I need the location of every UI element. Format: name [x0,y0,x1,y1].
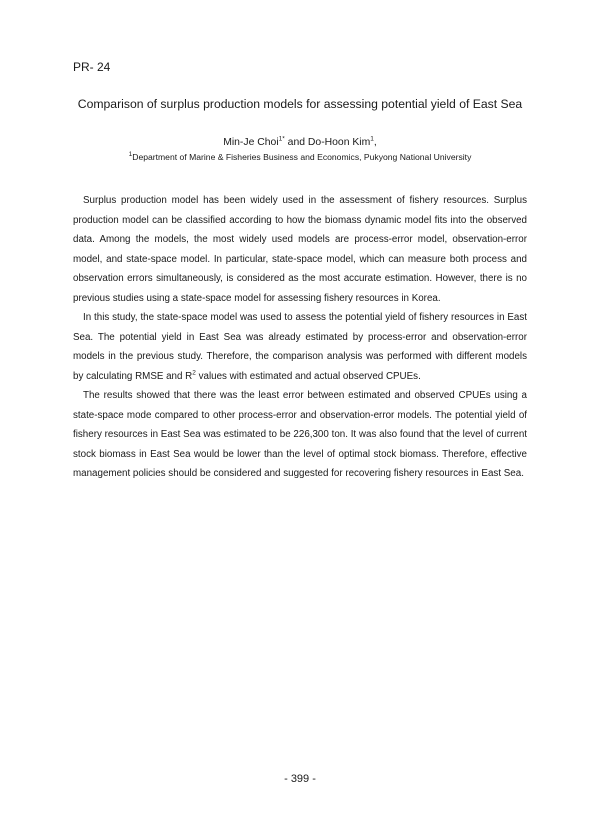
author-superscript: 1 [370,135,374,143]
affiliation-superscript: 1 [128,151,133,159]
abstract-paragraph [73,308,527,386]
paragraph-text: In this study, the state-space model was used to assess the potential yield of fishery resources in East Sea. The potential yield in East Sea was already estimated by process-error and observation-error models in the previous study. Therefore, the comparison analysis was performed with different models by calculating RMSE and R [73,312,527,382]
author-name: Do-Hoon Kim [307,137,371,148]
page-number: - 399 - [284,773,316,785]
paper-title: Comparison of surplus production models for assessing potential yield of East Sea [77,97,523,111]
superscript: 2 [192,369,196,377]
author-name: Min-Je Choi [223,137,279,148]
author-superscript: 1* [278,135,285,143]
paragraph-text: values with estimated and actual observed CPUEs. [195,370,421,382]
abstract-body [73,191,527,484]
affiliation [60,152,540,162]
affiliation-text: Department of Marine & Fisheries Business and Economics, Pukyong National University [132,152,472,162]
author-trailing: , [373,137,377,148]
paper-code: PR- 24 [73,60,111,74]
abstract-paragraph: The results showed that there was the least error between estimated and observed CPUEs using a state-space mode compared to other process-error and observation-error models. The potential yield of fishery resources in East Sea was estimated to be 226,300 ton. It was also found that the level of current stock biomass in East Sea would be lower than the level of optimal stock biomass. Therefore, effective management policies should be considered and suggested for recovering fishery resources in East Sea. [73,390,527,479]
author-connector: and [284,137,308,148]
author-line [60,137,540,148]
abstract-paragraph: Surplus production model has been widely used in the assessment of fishery resources. Surplus production model can be classified according to how the biomass dynamic model fits into the observed data. Among the models, the most widely used models are process-error model, observation-error model, and state-space model. In particular, state-space model, which can measure both process and observation errors simultaneously, is considered as the most accurate estimation. However, there is no previous studies using a state-space model for assessing fishery resources in Korea. [73,195,527,304]
